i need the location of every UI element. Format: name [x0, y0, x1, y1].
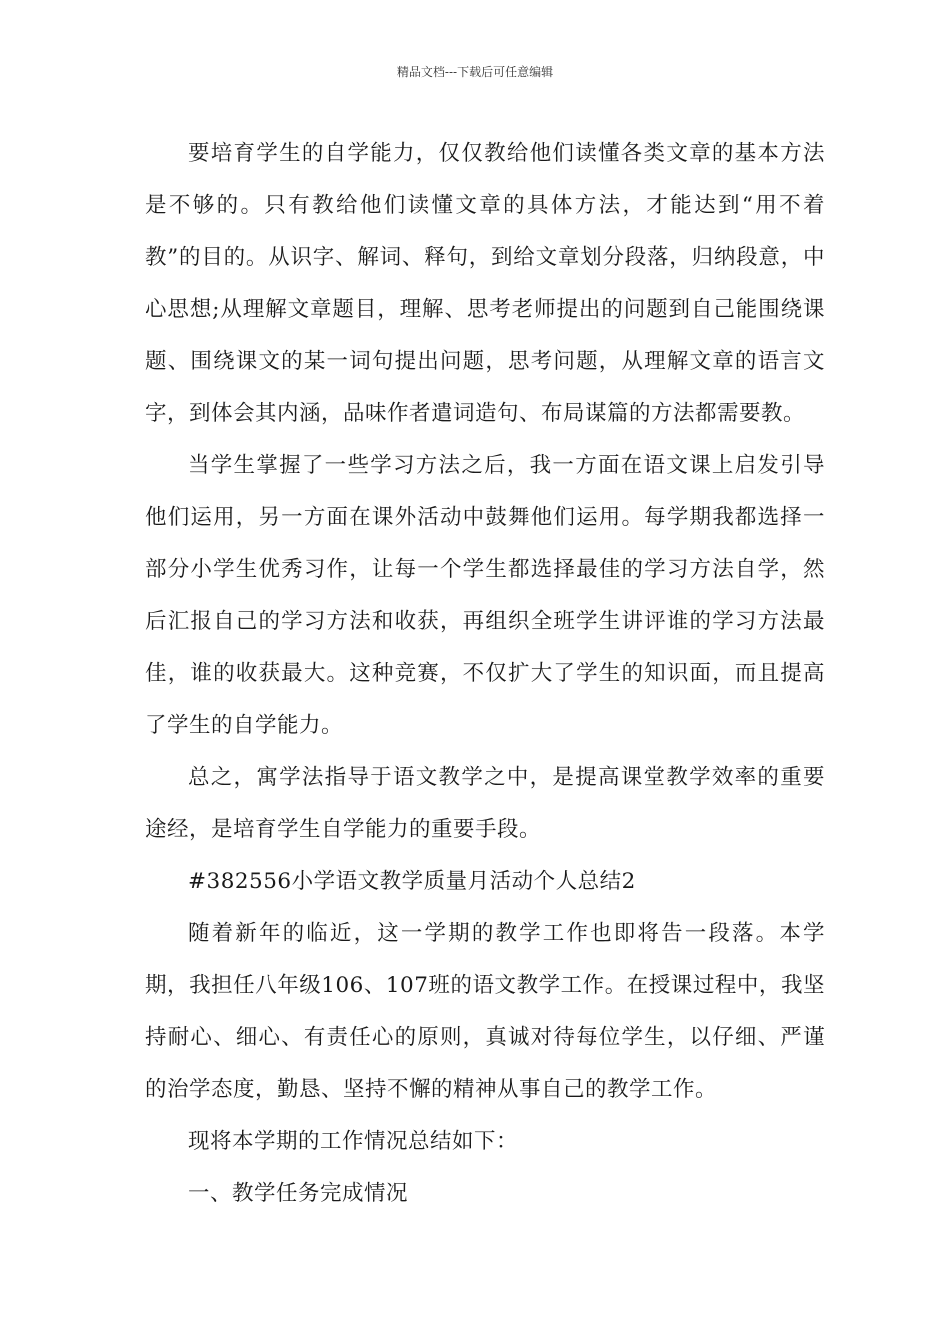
paragraph: 现将本学期的工作情况总结如下：: [188, 1129, 519, 1154]
section-heading: 一、教学任务完成情况: [188, 1181, 409, 1206]
section-title: #382556小学语文教学质量月活动个人总结2: [188, 869, 636, 894]
paragraph: 总之，寓学法指导于语文教学之中，是提高课堂教学效率的重要途经，是培育学生自学能力的重要手段。: [145, 765, 825, 842]
document-body: [145, 128, 825, 1220]
paragraph: 随着新年的临近，这一学期的教学工作也即将告一段落。本学期，我担任八年级106、107班的语文教学工作。在授课过程中，我坚持耐心、细心、有责任心的原则，真诚对待每位学生，以仔细、严谨的治学态度，勤恳、坚持不懈的精神从事自己的教学工作。: [145, 921, 825, 1102]
paragraph: 当学生掌握了一些学习方法之后，我一方面在语文课上启发引导他们运用，另一方面在课外活动中鼓舞他们运用。每学期我都选择一部分小学生优秀习作，让每一个学生都选择最佳的学习方法自学，然后汇报自己的学习方法和收获，再组织全班学生讲评谁的学习方法最佳，谁的收获最大。这种竞赛，不仅扩大了学生的知识面，而且提高了学生的自学能力。: [145, 453, 825, 738]
page-header: 精品文档---下载后可任意编辑: [396, 65, 554, 79]
paragraph: 要培育学生的自学能力，仅仅教给他们读懂各类文章的基本方法是不够的。只有教给他们读懂文章的具体方法，才能达到“用不着教”的目的。从识字、解词、释句，到给文章划分段落，归纳段意，中心思想;从理解文章题目，理解、思考老师提出的问题到自己能围绕课题、围绕课文的某一词句提出问题，思考问题，从理解文章的语言文字，到体会其内涵，品味作者遣词造句、布局谋篇的方法都需要教。: [145, 141, 825, 426]
